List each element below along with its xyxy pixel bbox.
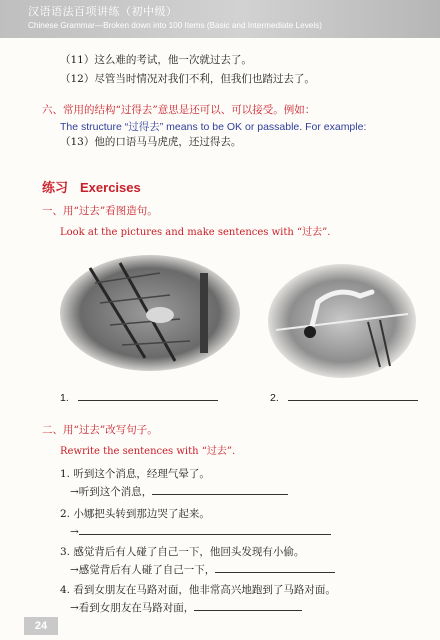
rewrite-answer-4	[70, 600, 302, 615]
photo-subway-platform	[60, 253, 240, 373]
part2-instruction: Rewrite the sentences with “过去”.	[60, 446, 236, 457]
header-title-en: Chinese Grammar—Broken down into 100 Items (Basic and Intermediate Levels)	[28, 21, 322, 30]
item-number: 2.	[270, 392, 279, 404]
rewrite-prefix: →听到这个消息，	[70, 486, 153, 498]
rewrite-blank-1[interactable]	[152, 484, 288, 495]
answer-blank-1[interactable]	[78, 390, 218, 401]
part2-heading: 二、用“过去”改写句子。	[42, 424, 158, 436]
example-13: （13）他的口语马马虎虎，还过得去。	[60, 136, 242, 148]
photo-high-jump	[268, 262, 416, 380]
rewrite-item-3: 3. 感觉背后有人碰了自己一下，他回头发现有小偷。	[60, 546, 305, 558]
rewrite-item-4: 4. 看到女朋友在马路对面，他非常高兴地跑到了马路对面。	[60, 584, 336, 596]
section6-english: The structure “过得去” means to be OK or passable. For example:	[60, 121, 367, 133]
exercises-title-en: Exercises	[80, 180, 141, 195]
rewrite-prefix: →感觉背后有人碰了自己一下，	[70, 564, 216, 576]
part1-instruction: Look at the pictures and make sentences with “过去”.	[60, 227, 331, 238]
page-number: 24	[24, 617, 58, 635]
page-header	[0, 0, 440, 38]
rewrite-answer-3	[70, 562, 335, 577]
rewrite-answer-1	[70, 484, 288, 499]
rewrite-blank-4[interactable]	[194, 600, 302, 611]
part1-heading: 一、用“过去”看图造句。	[42, 205, 158, 217]
rewrite-blank-2[interactable]	[79, 524, 331, 535]
example-12: （12）尽管当时情况对我们不利，但我们也踏过去了。	[60, 73, 315, 85]
rewrite-prefix: →	[70, 526, 79, 538]
rewrite-item-1: 1. 听到这个消息，经理气晕了。	[60, 468, 210, 480]
rewrite-prefix: →看到女朋友在马路对面，	[70, 602, 195, 614]
header-title-zh: 汉语语法百项讲练（初中级）	[28, 5, 178, 18]
answer-blank-2[interactable]	[288, 390, 418, 401]
rewrite-answer-2	[70, 524, 331, 538]
picture-2-label	[270, 390, 418, 404]
example-11: （11）这么难的考试，他一次就过去了。	[60, 54, 252, 66]
item-number: 1.	[60, 392, 69, 404]
exercises-title-zh: 练习	[42, 181, 69, 196]
picture-1-label	[60, 390, 218, 404]
rewrite-item-2: 2. 小娜把头转到那边哭了起来。	[60, 508, 210, 520]
exercises-title	[42, 177, 141, 196]
rewrite-blank-3[interactable]	[215, 562, 335, 573]
section6-heading: 六、常用的结构“过得去”意思是还可以、可以接受。例如：	[42, 104, 316, 116]
